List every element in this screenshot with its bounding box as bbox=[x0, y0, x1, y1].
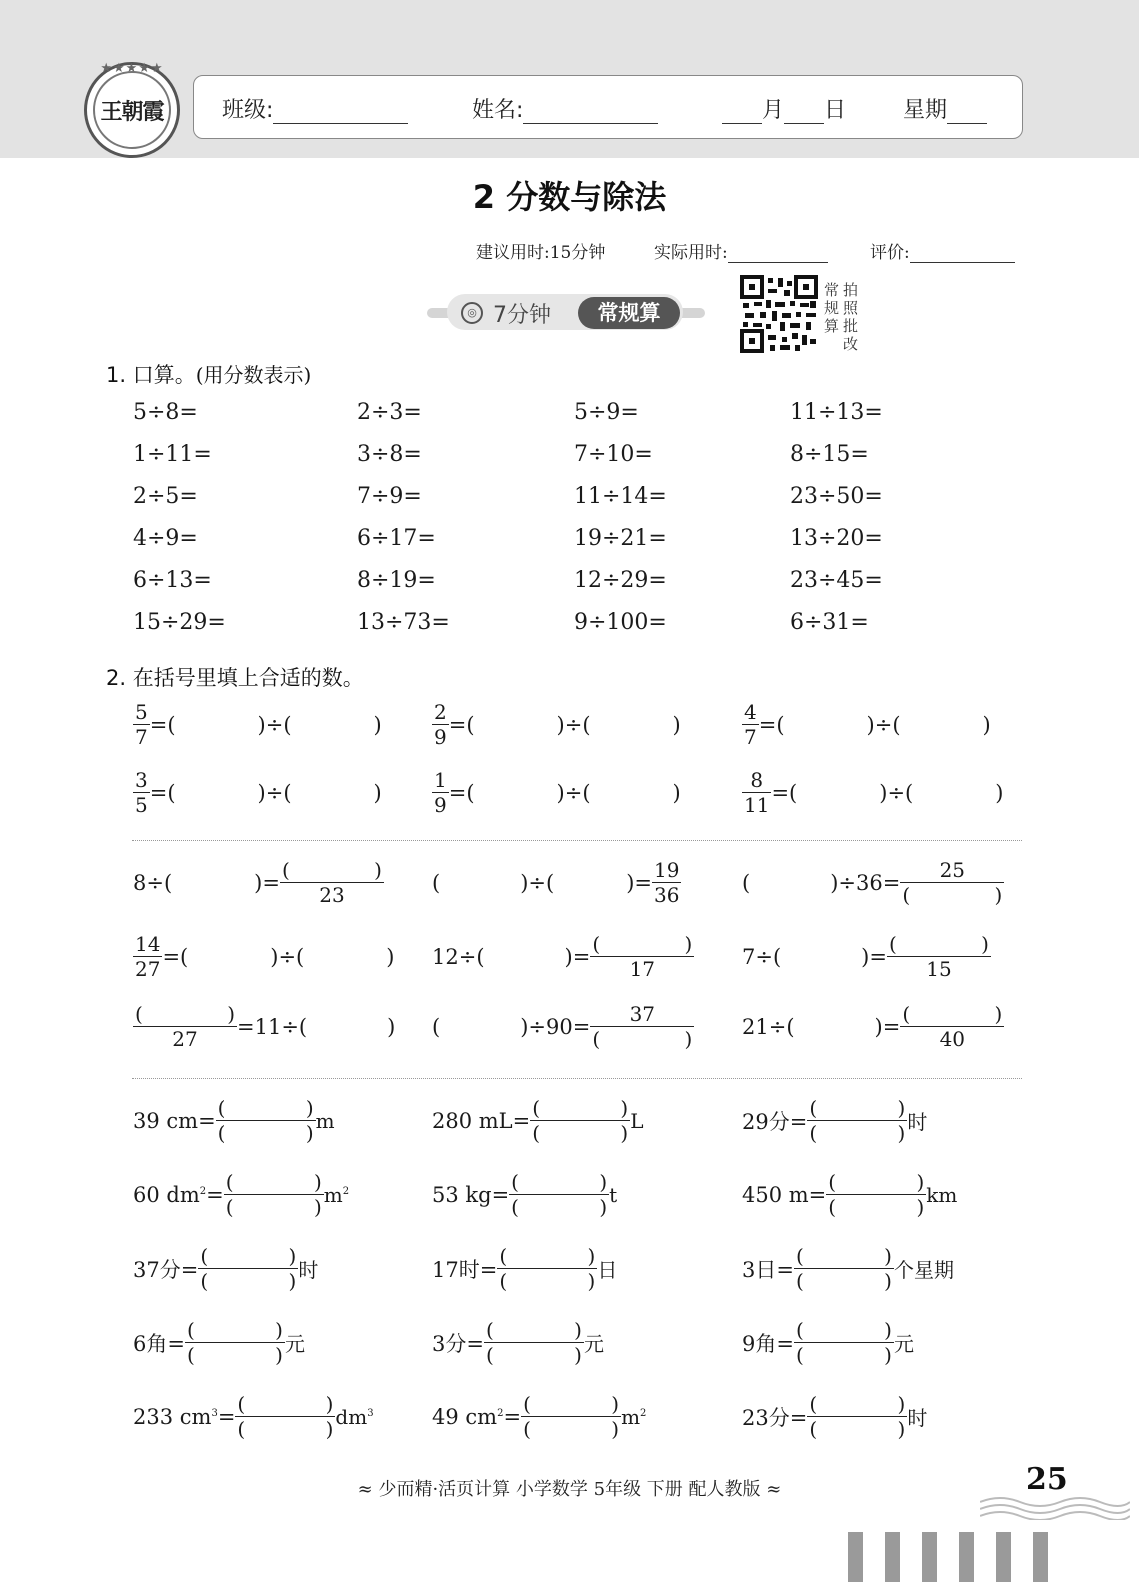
q1-item[interactable]: 23÷45= bbox=[790, 568, 883, 593]
q1-item[interactable]: 7÷10= bbox=[574, 442, 653, 467]
section-type-badge: 常规算 bbox=[578, 297, 680, 329]
conversion-item[interactable]: 29分= ( ) ( ) 时 bbox=[742, 1096, 928, 1145]
partb-item-r3c3[interactable]: 21÷( )= ( ) 40 bbox=[742, 1002, 1003, 1051]
evaluation-blank[interactable] bbox=[910, 242, 1015, 263]
week-label: 星期 bbox=[903, 98, 948, 123]
q1-item[interactable]: 2÷3= bbox=[357, 400, 422, 425]
q1-item[interactable]: 7÷9= bbox=[357, 484, 422, 509]
logo-text: 王朝霞 bbox=[100, 99, 164, 125]
q1-item[interactable]: 3÷8= bbox=[357, 442, 422, 467]
actual-time-field[interactable] bbox=[654, 238, 828, 263]
name-blank[interactable] bbox=[523, 99, 658, 124]
day-blank[interactable] bbox=[784, 99, 824, 124]
q1-note: (用分数表示) bbox=[195, 363, 312, 387]
q1-item[interactable]: 2÷5= bbox=[133, 484, 198, 509]
partb-item-r2c3[interactable]: 7÷( )= ( ) 15 bbox=[742, 932, 989, 981]
partb-item-r3c2[interactable]: ( )÷90= 37 ( ) bbox=[432, 1002, 693, 1051]
name-field[interactable] bbox=[472, 93, 658, 124]
q1-item[interactable]: 1÷11= bbox=[133, 442, 212, 467]
evaluation-label: 评价: bbox=[870, 243, 910, 263]
page-title: 2 分数与除法 bbox=[472, 178, 667, 216]
q1-item[interactable]: 12÷29= bbox=[574, 568, 667, 593]
conversion-item[interactable]: 49 $cm^2=$ ( ) ( ) $m^2$ bbox=[432, 1392, 647, 1441]
edge-tab bbox=[1033, 1532, 1048, 1582]
conversion-item[interactable]: 23分= ( ) ( ) 时 bbox=[742, 1392, 928, 1441]
partb-item-r1c2[interactable]: ( )÷( )= $\frac{19}{36}$ bbox=[432, 858, 680, 907]
weekday-field[interactable] bbox=[903, 93, 987, 124]
divider bbox=[132, 840, 1022, 841]
day-label: 日 bbox=[824, 98, 847, 123]
edge-tab bbox=[885, 1532, 900, 1582]
q1-item[interactable]: 11÷14= bbox=[574, 484, 667, 509]
q1-item[interactable]: 8÷15= bbox=[790, 442, 869, 467]
month-blank[interactable] bbox=[722, 99, 762, 124]
conversion-item[interactable]: 39 cm= ( ) ( ) m bbox=[133, 1096, 335, 1145]
partb-item-r2c2[interactable]: 12÷( )= ( ) 17 bbox=[432, 932, 693, 981]
date-field[interactable] bbox=[722, 93, 846, 124]
partb-item-r2c1[interactable]: $\frac{14}{27}$ =( )÷( ) bbox=[135, 932, 395, 981]
q1-item[interactable]: 15÷29= bbox=[133, 610, 226, 635]
week-blank[interactable] bbox=[947, 99, 987, 124]
q1-item[interactable]: 23÷50= bbox=[790, 484, 883, 509]
partb-item-r1c1[interactable]: 8÷( )= ( ) 23 bbox=[133, 858, 382, 907]
actual-time-label: 实际用时: bbox=[654, 243, 728, 263]
partb-item-r3c1[interactable]: ( ) 27 =11÷( ) bbox=[135, 1002, 396, 1051]
q1-item[interactable]: 6÷17= bbox=[357, 526, 436, 551]
medal-icon: ◎ bbox=[461, 302, 483, 324]
edge-tab bbox=[922, 1532, 937, 1582]
q1-item[interactable]: 13÷73= bbox=[357, 610, 450, 635]
conversion-item[interactable]: 6角= ( ) ( ) 元 bbox=[133, 1318, 305, 1367]
class-blank[interactable] bbox=[273, 99, 408, 124]
qr-code-icon[interactable] bbox=[740, 275, 818, 353]
actual-time-blank[interactable] bbox=[728, 242, 828, 263]
q1-item[interactable]: 8÷19= bbox=[357, 568, 436, 593]
class-label: 班级: bbox=[222, 98, 274, 123]
q1-item[interactable]: 9÷100= bbox=[574, 610, 667, 635]
class-field[interactable] bbox=[222, 93, 408, 124]
q1-title: 1. 口算。 bbox=[106, 363, 196, 387]
edge-tab bbox=[996, 1532, 1011, 1582]
q1-item[interactable]: 6÷13= bbox=[133, 568, 212, 593]
edge-tab bbox=[848, 1532, 863, 1582]
page-number: 25 bbox=[1026, 1462, 1068, 1497]
evaluation-field[interactable] bbox=[870, 238, 1015, 263]
q1-item[interactable]: 13÷20= bbox=[790, 526, 883, 551]
partb-item-r1c3[interactable]: ( )÷36= 25 ( ) bbox=[742, 858, 1003, 907]
conversion-item[interactable]: 3日= ( ) ( ) 个星期 bbox=[742, 1244, 954, 1293]
q1-item[interactable]: 11÷13= bbox=[790, 400, 883, 425]
q1-item[interactable]: 4÷9= bbox=[133, 526, 198, 551]
name-label: 姓名: bbox=[472, 98, 524, 123]
suggested-time: 建议用时:15分钟 bbox=[476, 243, 606, 263]
month-label: 月 bbox=[762, 98, 785, 123]
conversion-item[interactable]: 60 $dm^2=$ ( ) ( ) $m^2$ bbox=[133, 1170, 350, 1219]
q2-heading: 2. 在括号里填上合适的数。 bbox=[106, 666, 364, 690]
parta-item[interactable]: $\frac{4}{7}$ =( )÷( ) bbox=[744, 700, 991, 749]
conversion-item[interactable]: 17时= ( ) ( ) 日 bbox=[432, 1244, 618, 1293]
conversion-item[interactable]: 37分= ( ) ( ) 时 bbox=[133, 1244, 319, 1293]
q1-item[interactable]: 6÷31= bbox=[790, 610, 869, 635]
footer-text: ≈ 少而精·活页计算 小学数学 5年级 下册 配人教版 ≈ bbox=[357, 1479, 782, 1500]
conversion-item[interactable]: 3分= ( ) ( ) 元 bbox=[432, 1318, 604, 1367]
section-time: 7分钟 bbox=[493, 303, 551, 328]
conversion-item[interactable]: 9角= ( ) ( ) 元 bbox=[742, 1318, 914, 1367]
q1-heading bbox=[106, 359, 311, 389]
parta-item[interactable]: $\frac{3}{5}$ =( )÷( ) bbox=[135, 768, 382, 817]
q1-item[interactable]: 5÷9= bbox=[574, 400, 639, 425]
conversion-item[interactable]: 280 mL= ( ) ( ) L bbox=[432, 1096, 644, 1145]
qr-caption-1: 常规算 bbox=[824, 281, 840, 335]
parta-item[interactable]: $\frac{1}{9}$ =( )÷( ) bbox=[434, 768, 681, 817]
qr-caption-2: 拍照批改 bbox=[843, 281, 859, 353]
conversion-item[interactable]: 233 $cm^3=$ ( ) ( ) $dm^3$ bbox=[133, 1392, 374, 1441]
conversion-item[interactable]: 53 kg= ( ) ( ) t bbox=[432, 1170, 618, 1219]
q1-item[interactable]: 5÷8= bbox=[133, 400, 198, 425]
conversion-item[interactable]: 450 m= ( ) ( ) km bbox=[742, 1170, 958, 1219]
edge-tab bbox=[959, 1532, 974, 1582]
parta-item[interactable]: $\frac{2}{9}$ =( )÷( ) bbox=[434, 700, 681, 749]
parta-item[interactable]: $\frac{8}{11}$ =( )÷( ) bbox=[744, 768, 1004, 817]
divider bbox=[132, 1078, 1022, 1079]
parta-item[interactable]: $\frac{5}{7}$ =( )÷( ) bbox=[135, 700, 382, 749]
logo-stars-icon: ★★★★★ bbox=[100, 61, 164, 76]
q1-item[interactable]: 19÷21= bbox=[574, 526, 667, 551]
publisher-logo bbox=[84, 62, 180, 158]
